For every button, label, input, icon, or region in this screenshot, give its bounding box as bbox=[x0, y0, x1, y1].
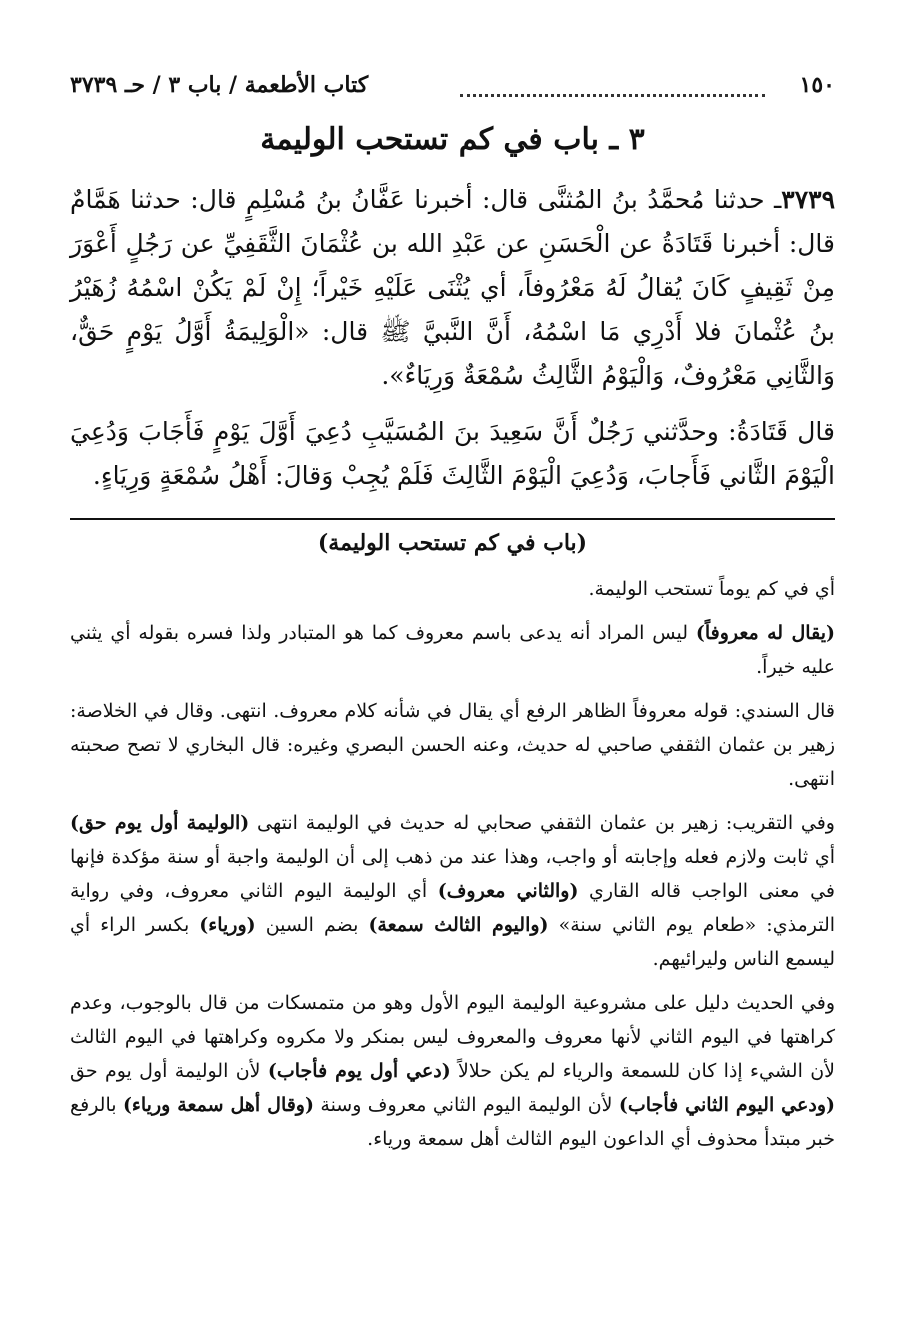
header-dotted-leader bbox=[460, 94, 765, 97]
commentary-text: لأن الوليمة أول يوم حق bbox=[70, 1060, 268, 1082]
commentary-text: بالرفع خبر مبتدأ محذوف أي الداعون اليوم الثالث أهل سمعة ورياء. bbox=[70, 1094, 835, 1150]
hadith-text bbox=[70, 178, 835, 498]
commentary-text: أي الوليمة اليوم الثاني معروف، وفي رواية الترمذي: «طعام يوم الثاني سنة» bbox=[70, 880, 836, 936]
commentary-text: بضم السين bbox=[255, 914, 369, 936]
quoted-phrase: (يقال له معروفاً) bbox=[695, 622, 835, 644]
hadith-number: ٣٧٣٩ bbox=[781, 185, 835, 214]
quoted-phrase: (دعي أول يوم فأجاب) bbox=[267, 1060, 451, 1082]
chapter-title: ٣ ـ باب في كم تستحب الوليمة bbox=[260, 122, 645, 157]
commentary-text: وفي التقريب: زهير بن عثمان الثقفي صحابي له حديث في الوليمة انتهى bbox=[249, 812, 835, 834]
commentary-text: ليس المراد أنه يدعى باسم معروف كما هو المتبادر ولذا فسره بقوله أي يثني عليه خيراً. bbox=[70, 622, 835, 678]
running-title: كتاب الأطعمة / باب ٣ / حـ ٣٧٣٩ bbox=[70, 72, 369, 98]
commentary bbox=[70, 526, 835, 1166]
quoted-phrase: (واليوم الثالث سمعة) bbox=[368, 914, 549, 936]
hadith-isnad-matn: ـ حدثنا مُحمَّدُ بنُ المُثنَّى قال: أخبرنا عَفَّانُ بنُ مُسْلِمٍ قال: حدثنا هَمَّامٌ قال: أخبرنا قَتَادَةُ عن الْحَسَنِ عن عَبْدِ الله بن عُثْمَانَ الثَّقَفِيِّ عن رَجُلٍ أَعْوَرَ مِنْ ثَقِيفٍ كَانَ يُقالُ لَهُ مَعْرُوفاً، أي يُثْنَى عَلَيْهِ خَيْراً؛ إِنْ لَمْ يَكُنْ اسْمُهُ زُهَيْرُ بنُ عُثْمانَ فلا أَدْرِي مَا اسْمُهُ، أَنَّ النَّبيَّ ﷺ قال: «الْوَلِيمَةُ أَوَّلُ يَوْمٍ حَقٌّ، وَالثَّانِي مَعْرُوفٌ، وَالْيَوْمُ الثَّالِثُ سُمْعَةٌ وَرِيَاءٌ». bbox=[70, 185, 835, 390]
commentary-paragraph-3: قال السندي: قوله معروفاً الظاهر الرفع أي يقال في شأنه كلام معروف. انتهى. وقال في الخلاصة: زهير بن عثمان الثقفي صاحبي له حديث، وعنه الحسن البصري وغيره: قال البخاري لا تصح صحبته انتهى. bbox=[70, 700, 835, 790]
quoted-phrase: (ودعي اليوم الثاني فأجاب) bbox=[618, 1094, 835, 1116]
quoted-phrase: (والثاني معروف) bbox=[437, 880, 579, 902]
commentary-paragraph-4 bbox=[70, 806, 835, 976]
book-page bbox=[70, 70, 835, 1320]
section-divider bbox=[70, 518, 835, 520]
page-number: ١٥٠ bbox=[799, 72, 835, 98]
commentary-text: وفي الحديث دليل على مشروعية الوليمة اليوم الأول وهو من متمسكات من قال بالوجوب، وعدم كراهتها في اليوم الثاني لأنها معروف والمعروف ليس بمنكر ولا مكروه وكراهتها في اليوم الثالث لأن الشيء إذا كان للسمعة والرياء لم يكن حلالاً bbox=[70, 992, 835, 1082]
hadith-paragraph bbox=[70, 178, 835, 398]
commentary-text: بكسر الراء أي ليسمع الناس وليرائيهم. bbox=[70, 914, 835, 970]
commentary-paragraph-2 bbox=[70, 616, 835, 684]
hadith-qatada-paragraph: قال قَتَادَةُ: وحدَّثني رَجُلٌ أَنَّ سَعِيدَ بنَ المُسَيَّبِ دُعِيَ أَوَّلَ يَوْمٍ فَأَجَابَ وَدُعِيَ الْيَوْمَ الثَّاني فَأَجابَ، وَدُعِيَ الْيَوْمَ الثَّالِثَ فَلَمْ يُجِبْ وَقالَ: أَهْلُ سُمْعَةٍ وَرِيَاءٍ. bbox=[70, 417, 835, 490]
commentary-title: (باب في كم تستحب الوليمة) bbox=[317, 530, 588, 556]
commentary-paragraph-5 bbox=[70, 986, 835, 1156]
quoted-phrase: (ورياء) bbox=[199, 914, 256, 936]
commentary-text: لأن الوليمة اليوم الثاني معروف وسنة bbox=[313, 1094, 619, 1116]
quoted-phrase: (وقال أهل سمعة ورياء) bbox=[122, 1094, 314, 1116]
quoted-phrase: (الوليمة أول يوم حق) bbox=[70, 812, 250, 834]
commentary-paragraph-1: أي في كم يوماً تستحب الوليمة. bbox=[588, 578, 835, 600]
commentary-text: أي ثابت ولازم فعله وإجابته أو واجب، وهذا عند من ذهب إلى أن الوليمة واجبة أو سنة مؤكدة فإنها في معنى الواجب قاله القاري bbox=[70, 846, 835, 902]
page-header bbox=[70, 72, 835, 108]
